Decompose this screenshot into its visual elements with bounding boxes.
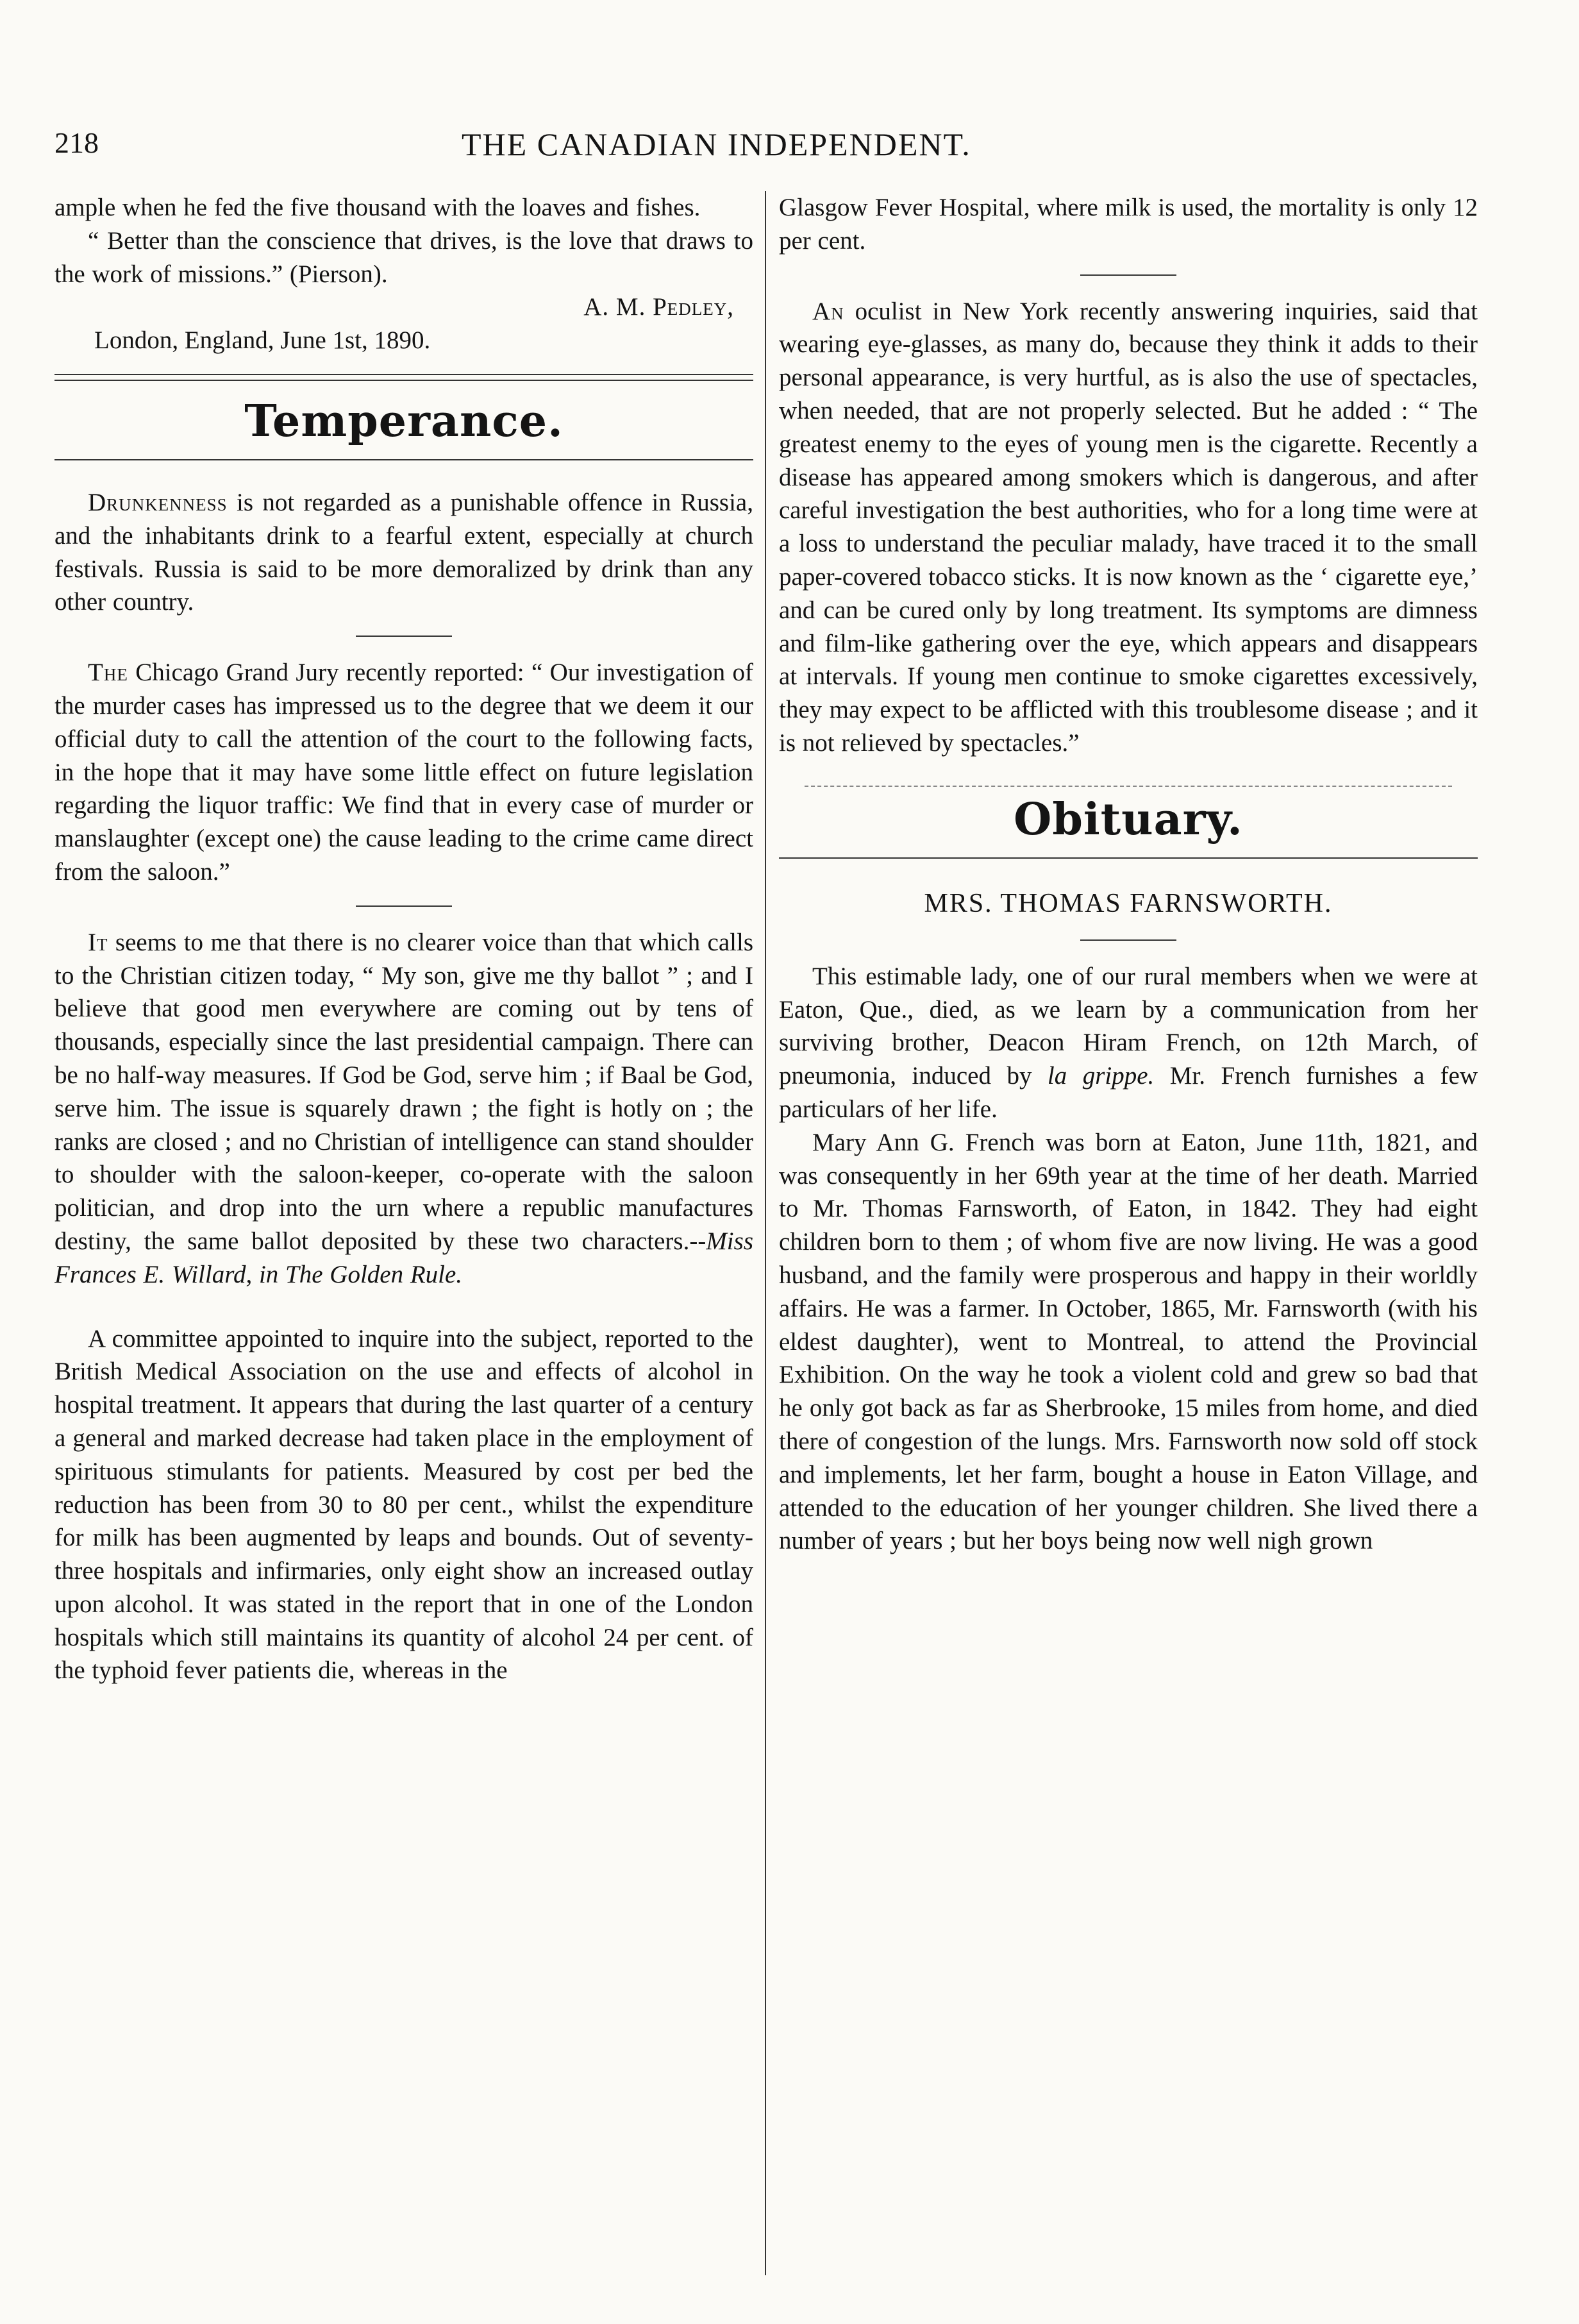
- author-signature: A. M. Pedley,: [583, 293, 734, 321]
- obituary-intro: [779, 960, 1478, 1126]
- spacer: [54, 1292, 753, 1307]
- article-russia: [54, 486, 753, 619]
- column-rule: [765, 191, 766, 2275]
- continued-paragraph: Glasgow Fever Hospital, where milk is used, the mortality is only 12 per cent.: [779, 194, 1478, 255]
- article-ballot: [54, 926, 753, 1292]
- lead-word: It: [88, 928, 108, 956]
- lead-word: An: [812, 297, 844, 325]
- obituary-life: Mary Ann G. French was born at Eaton, June 11th, 1821, and was consequently in her 69th year at the time of her death. Married to Mr. Thomas Farnsworth, of Eaton, in 1842. They had eight children born to them ; of whom five are now living. He was a good husband, and the family were prosperous and happy in their worldly affairs. He was a farmer. In October, 1865, Mr. Farnsworth (with his eldest daughter), went to Montreal, to attend the Provincial Exhibition. On the way he took a violent cold and grew so bad that he only got back as far as Sherbrooke, 15 miles from home, and died there of congestion of the lungs. Mrs. Farnsworth now sold off stock and implements, let her farm, bought a house in Eaton Village, and attended to the education of her younger children. She lived there a number of years ; but her boys being now well nigh grown: [779, 1128, 1478, 1555]
- obituary-text: This estimable lady, one of our rural members when we were at Eaton, Que., died, as we learn by a communication from her surviving brother, Deacon Hiram French, on 12th March, of pneumonia, induced by: [779, 962, 1478, 1090]
- article-body: Chicago Grand Jury recently reported: “ Our investigation of the murder cases has impressed us to the degree that we deem it our official duty to call the attention of the court to the following facts, in the hope that it may have some little effect on future legislation regarding the liquor traffic: We find that in every case of murder or manslaughter (except one) the cause leading to the crime came direct from the saloon.”: [54, 659, 753, 886]
- section-divider: [54, 374, 753, 381]
- pierson-quote: “ Better than the conscience that drives, is the love that draws to the work of missions.” (Pierson).: [54, 226, 753, 288]
- article-body: is not regarded as a punishable offence in Russia, and the inhabitants drink to a fearful extent, especially at church festivals. Russia is said to be more demoralized by drink than any other country.: [54, 488, 753, 616]
- section-divider: [805, 786, 1452, 787]
- left-column: [54, 191, 753, 2275]
- article-body: seems to me that there is no clearer voice than that which calls to the Christian citizen today, “ My son, give me thy ballot ” ; and I believe that good men everywhere are coming out by tens of thousands, especially since the last presidential campaign. There can be no half-way measures. If God be God, serve him ; if Baal be God, serve him. The issue is squarely drawn ; the fight is hotly on ; the ranks are closed ; and no Christian of intelligence can stand shoulder to shoulder with the saloon-keeper, co-operate with the saloon politician, and drop into the urn where a republic manufactures destiny, the same ballot deposited by these two characters.--: [54, 928, 753, 1255]
- obituary-name: MRS. THOMAS FARNSWORTH.: [924, 888, 1333, 918]
- heading-rule: [779, 857, 1478, 859]
- section-heading-obituary: Obituary.: [1014, 793, 1243, 845]
- heading-rule: [54, 459, 753, 460]
- article-separator: [356, 636, 452, 637]
- article-body: oculist in New York recently answering inquiries, said that wearing eye-glasses, as many do, because they think it adds to their personal appearance, is very hurtful, as is also the use of spectacles, when needed, that are not properly selected. But he added : “ The greatest enemy to the eyes of young men is the cigarette. Recently a disease has appeared among smokers which is dangerous, and after careful investigation the best authorities, who for a long time were at a loss to understand the peculiar malady, have traced it to the small paper-covered tobacco sticks. It is now known as the ‘ cigarette eye,’ and can be cured only by long treatment. Its symptoms are dimness and film-like gathering over the eye, which appears and disappears at intervals. If young men continue to smoke cigarettes excessively, they may expect to be afflicted with this troublesome disease ; and it is not relieved by spectacles.”: [779, 297, 1478, 757]
- article-separator: [1080, 274, 1176, 276]
- lead-word: Drunkenness: [88, 488, 228, 516]
- article-separator: [356, 905, 452, 907]
- article-cigarette-eye: [779, 295, 1478, 760]
- page-number: 218: [54, 126, 99, 159]
- article-source: Miss Frances E. Willard, in The Golden Rule.: [54, 1227, 753, 1288]
- dateline: London, England, June 1st, 1890.: [94, 326, 431, 355]
- running-head: THE CANADIAN INDEPENDENT.: [462, 126, 971, 162]
- lead-word: The: [88, 659, 128, 687]
- section-heading-temperance: Temperance.: [244, 395, 564, 447]
- obituary-italic: la grippe.: [1047, 1062, 1155, 1090]
- obituary-text: Mr. French furnishes a few particulars of her life.: [779, 1062, 1478, 1123]
- continued-paragraph: ample when he fed the five thousand with the loaves and fishes.: [54, 194, 701, 221]
- article-separator: [1080, 939, 1176, 941]
- article-hospital-alcohol: A committee appointed to inquire into the subject, reported to the British Medical Association on the use and effects of alcohol in hospital treatment. It appears that during the last quarter of a century a general and marked decrease had taken place in the employment of spirituous stimulants for patients. Measured by cost per bed the reduction has been from 30 to 80 per cent., whilst the expenditure for milk has been augmented by leaps and bounds. Out of seventy-three hospitals and infirmaries, only eight show an increased outlay upon alcohol. It was stated in the report that in one of the London hospitals which still maintains its quantity of alcohol 24 per cent. of the typhoid fever patients die, whereas in the: [54, 1324, 753, 1685]
- article-chicago-jury: [54, 656, 753, 889]
- right-column: [779, 191, 1478, 2275]
- spacer: [54, 1307, 753, 1322]
